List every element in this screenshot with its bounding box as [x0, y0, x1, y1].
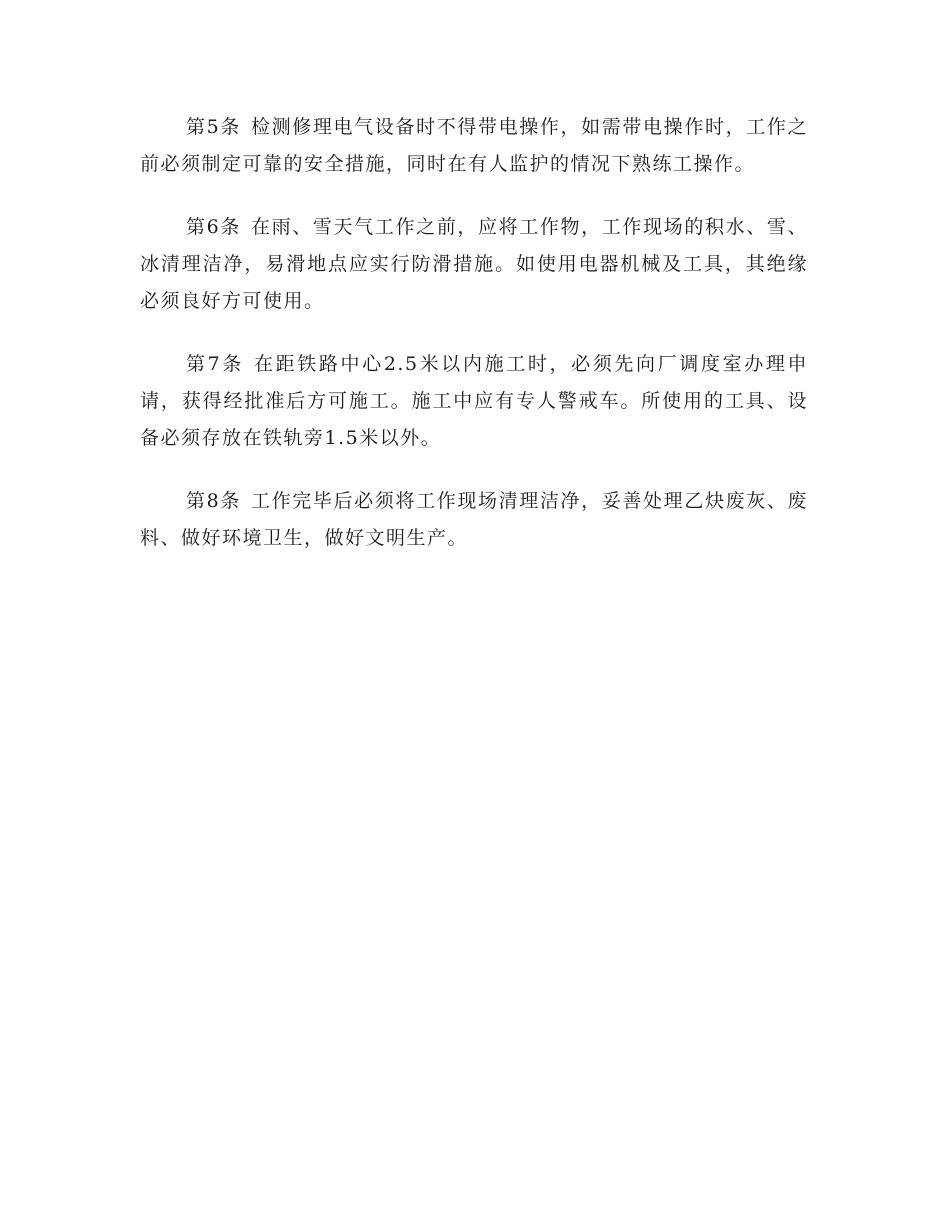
- article-text: 在雨、雪天气工作之前，应将工作物，工作现场的积水、雪、冰清理洁净，易滑地点应实行防滑措施。如使用电器机械及工具，其绝缘必须良好方可使用。: [140, 216, 808, 312]
- article-5: [140, 109, 808, 183]
- article-text: 工作完毕后必须将工作现场清理洁净，妥善处理乙炔废灰、废料、做好环境卫生，做好文明生产。: [140, 490, 808, 549]
- document-body: [140, 109, 808, 583]
- article-number: 第5条: [186, 116, 241, 138]
- article-7: [140, 346, 808, 457]
- article-number: 第6条: [186, 216, 241, 238]
- article-text: 检测修理电气设备时不得带电操作，如需带电操作时，工作之前必须制定可靠的安全措施，同时在有人监护的情况下熟练工操作。: [140, 116, 808, 175]
- article-6: [140, 209, 808, 320]
- article-8: [140, 483, 808, 557]
- article-text: 在距铁路中心2.5米以内施工时，必须先向厂调度室办理申请，获得经批准后方可施工。施工中应有专人警戒车。所使用的工具、设备必须存放在铁轨旁1.5米以外。: [140, 353, 808, 449]
- article-number: 第8条: [186, 490, 241, 512]
- article-number: 第7条: [186, 353, 244, 375]
